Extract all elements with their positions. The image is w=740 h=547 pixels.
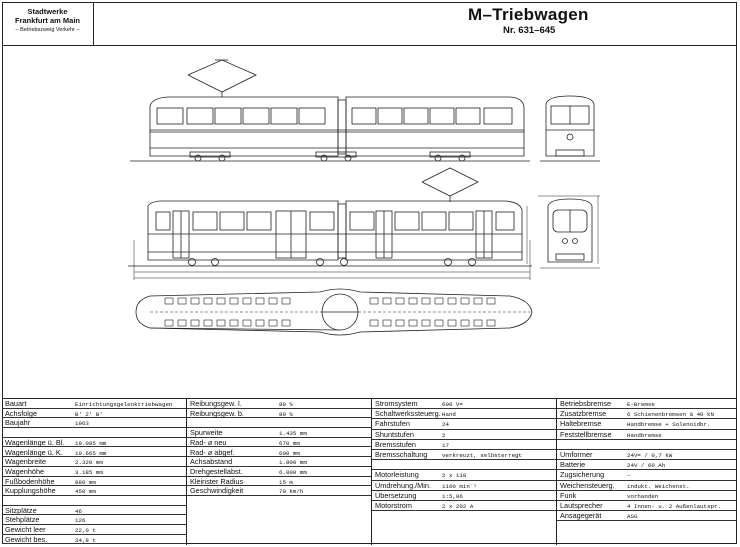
spec-value: 80 %: [279, 410, 293, 418]
spec-label: Motorleistung: [375, 470, 419, 480]
spec-row: [2, 535, 186, 545]
spec-row: [557, 491, 737, 501]
spec-row: [557, 409, 737, 419]
spec-label: Wagenbreite: [5, 457, 47, 467]
spec-label: Batterie: [560, 460, 586, 470]
spec-label: Kupplungshöhe: [5, 486, 56, 496]
spec-row: [372, 491, 556, 501]
spec-row: [2, 515, 186, 525]
spec-row: [372, 501, 556, 511]
spec-value: 2.320 mm: [75, 459, 103, 467]
front-view-top: [540, 96, 600, 161]
spec-label: Wagenlänge ü. K.: [5, 447, 63, 457]
spec-value: 3.185 mm: [75, 468, 103, 476]
spec-row: [187, 399, 371, 409]
spec-value: B' 2' B': [75, 410, 103, 418]
spec-row: [187, 467, 371, 477]
spec-row: [372, 460, 556, 470]
spec-value: E-Bremse: [627, 401, 655, 408]
spec-label: Umdrehung./Min.: [375, 480, 431, 490]
spec-value: ASG: [627, 513, 638, 521]
spec-label: Gewicht bes.: [5, 534, 48, 544]
specs-column-2: [187, 399, 372, 545]
spec-label: Ansagegerät: [560, 511, 602, 521]
spec-row: [557, 450, 737, 460]
spec-row: [372, 419, 556, 429]
spec-value: 6.000 mm: [279, 468, 307, 476]
specs-column-1: [2, 399, 187, 545]
spec-row: [2, 399, 186, 409]
spec-row: [372, 430, 556, 440]
spec-label: Zugsicherung: [560, 470, 605, 480]
spec-row: [372, 399, 556, 409]
spec-label: Bauart: [5, 399, 27, 408]
spec-value: Handbremse: [627, 431, 662, 439]
spec-value: 80 %: [279, 401, 293, 408]
front-view-middle: [538, 196, 600, 268]
spec-value: 70 km/h: [279, 488, 304, 496]
specs-column-3: [372, 399, 557, 545]
spec-value: indukt. Weichenst.: [627, 482, 690, 490]
spec-row: [2, 457, 186, 467]
spec-label: Feststellbremse: [560, 429, 612, 439]
plan-view: [136, 289, 532, 335]
spec-row: [187, 418, 371, 428]
spec-value: 2 x 202 A: [442, 503, 474, 510]
specs-table: [2, 398, 737, 545]
spec-label: Haltebremse: [560, 419, 602, 429]
spec-label: Rad- ⌀ neu: [190, 437, 227, 447]
spec-row: [2, 438, 186, 448]
spec-value: 126: [75, 517, 86, 525]
spec-row: [187, 486, 371, 496]
spec-label: Rad- ⌀ abgef.: [190, 447, 235, 457]
spec-value: –: [627, 472, 631, 480]
spec-label: Drehgestellabst.: [190, 466, 243, 476]
spec-row: [2, 418, 186, 428]
spec-row: [557, 440, 737, 450]
spec-value: vorhanden: [627, 492, 659, 500]
spec-label: Shuntstufen: [375, 429, 414, 439]
spec-value: 880 mm: [75, 478, 96, 486]
spec-row: [557, 419, 737, 429]
spec-value: 15 m: [279, 478, 293, 486]
spec-row: [187, 477, 371, 487]
spec-row: [372, 481, 556, 491]
spec-row: [187, 428, 371, 438]
spec-label: Reibungsgew. b.: [190, 408, 244, 418]
spec-row: [557, 481, 737, 491]
spec-row: [2, 409, 186, 419]
spec-label: Reibungsgew. I.: [190, 399, 242, 408]
spec-label: Wagenhöhe: [5, 466, 45, 476]
spec-value: Handbremse + Solenoidbr.: [627, 421, 711, 429]
spec-value: 24: [442, 421, 449, 429]
spec-row: [557, 511, 737, 521]
spec-label: Bremsstufen: [375, 439, 416, 449]
spec-label: Weichensteuerg.: [560, 480, 615, 490]
spec-row: [187, 457, 371, 467]
spec-value: 2: [442, 431, 446, 439]
spec-label: Sitzplätze: [5, 505, 37, 515]
issuer-line-2: Frankfurt am Main: [14, 16, 80, 25]
spec-row: [2, 496, 186, 506]
spec-label: Gewicht leer: [5, 525, 46, 535]
spec-value: 670 mm: [279, 439, 300, 447]
spec-value: 19.665 mm: [75, 449, 107, 457]
spec-value: 46: [75, 507, 82, 515]
spec-label: Stehplätze: [5, 515, 40, 525]
spec-row: [187, 409, 371, 419]
spec-label: Funk: [560, 490, 577, 500]
spec-label: Schaltwerkssteuerg.: [375, 409, 441, 419]
spec-value: 4 Innen- u. 2 Außenlautspr.: [627, 503, 721, 510]
spec-label: Lautsprecher: [560, 501, 603, 510]
spec-value: 600 mm: [279, 449, 300, 457]
spec-label: Kleinster Radius: [190, 476, 244, 486]
spec-value: 19.095 mm: [75, 439, 107, 447]
spec-label: Zusatzbremse: [560, 409, 607, 419]
sheet-subtitle: Nr. 631–645: [503, 25, 556, 36]
spec-value: Hand: [442, 411, 456, 419]
spec-row: [2, 506, 186, 516]
spec-row: [2, 428, 186, 438]
spec-value: verkreuzt, selbsterregt: [442, 452, 523, 459]
spec-value: 450 mm: [75, 488, 96, 496]
spec-value: 24V= / 0,7 kW: [627, 452, 673, 459]
spec-value: 34,8 t: [75, 536, 96, 544]
spec-value: 2 x 110: [442, 472, 467, 480]
spec-row: [187, 438, 371, 448]
spec-row: [557, 470, 737, 480]
spec-value: 1.800 mm: [279, 459, 307, 467]
spec-value: 17: [442, 441, 449, 449]
spec-row: [2, 486, 186, 496]
spec-row: [2, 448, 186, 458]
spec-value: 6 Schienenbremsen à 40 kN: [627, 411, 714, 419]
issuer-line-3: – Betriebszweig Verkehr –: [15, 27, 80, 33]
spec-label: Stromsystem: [375, 399, 418, 408]
spec-label: Achsfolge: [5, 408, 38, 418]
spec-row: [557, 430, 737, 440]
spec-value: 1.435 mm: [279, 430, 307, 438]
spec-label: Betriebsbremse: [560, 399, 612, 408]
spec-row: [2, 525, 186, 535]
spec-label: Motorstrom: [375, 501, 412, 510]
spec-value: 24V / 60 Ah: [627, 462, 666, 470]
spec-label: Geschwindigkeit: [190, 486, 244, 496]
spec-label: Umformer: [560, 450, 593, 459]
spec-row: [557, 460, 737, 470]
spec-label: Wagenlänge ü. Bl.: [5, 437, 65, 447]
spec-label: Übersetzung: [375, 490, 417, 500]
spec-label: Fahrstufen: [375, 419, 410, 429]
spec-row: [372, 450, 556, 460]
spec-value: 1160 min⁻¹: [442, 482, 477, 490]
sheet-title: M–Triebwagen: [468, 5, 589, 24]
spec-value: 600 V=: [442, 401, 463, 408]
spec-label: Fußbodenhöhe: [5, 476, 55, 486]
spec-value: 22,0 t: [75, 527, 96, 535]
spec-row: [187, 448, 371, 458]
spec-row: [557, 399, 737, 409]
spec-row: [372, 440, 556, 450]
spec-row: [557, 501, 737, 511]
spec-label: Achsabstand: [190, 457, 233, 467]
spec-row: [2, 477, 186, 487]
side-elevation-top: [130, 60, 530, 161]
specs-column-4: [557, 399, 737, 545]
spec-label: Baujahr: [5, 418, 31, 428]
spec-row: [2, 467, 186, 477]
spec-label: Bremsschaltung: [375, 450, 428, 459]
spec-row: [372, 409, 556, 419]
spec-value: 1963: [75, 420, 89, 428]
spec-value: 1:5,86: [442, 492, 463, 500]
spec-value: Einrichtungsgelenktriebwagen: [75, 401, 173, 408]
side-elevation-middle: [128, 168, 532, 280]
spec-row: [372, 470, 556, 480]
spec-label: Spurweite: [190, 428, 223, 438]
issuer-line-1: Stadtwerke: [27, 7, 68, 16]
